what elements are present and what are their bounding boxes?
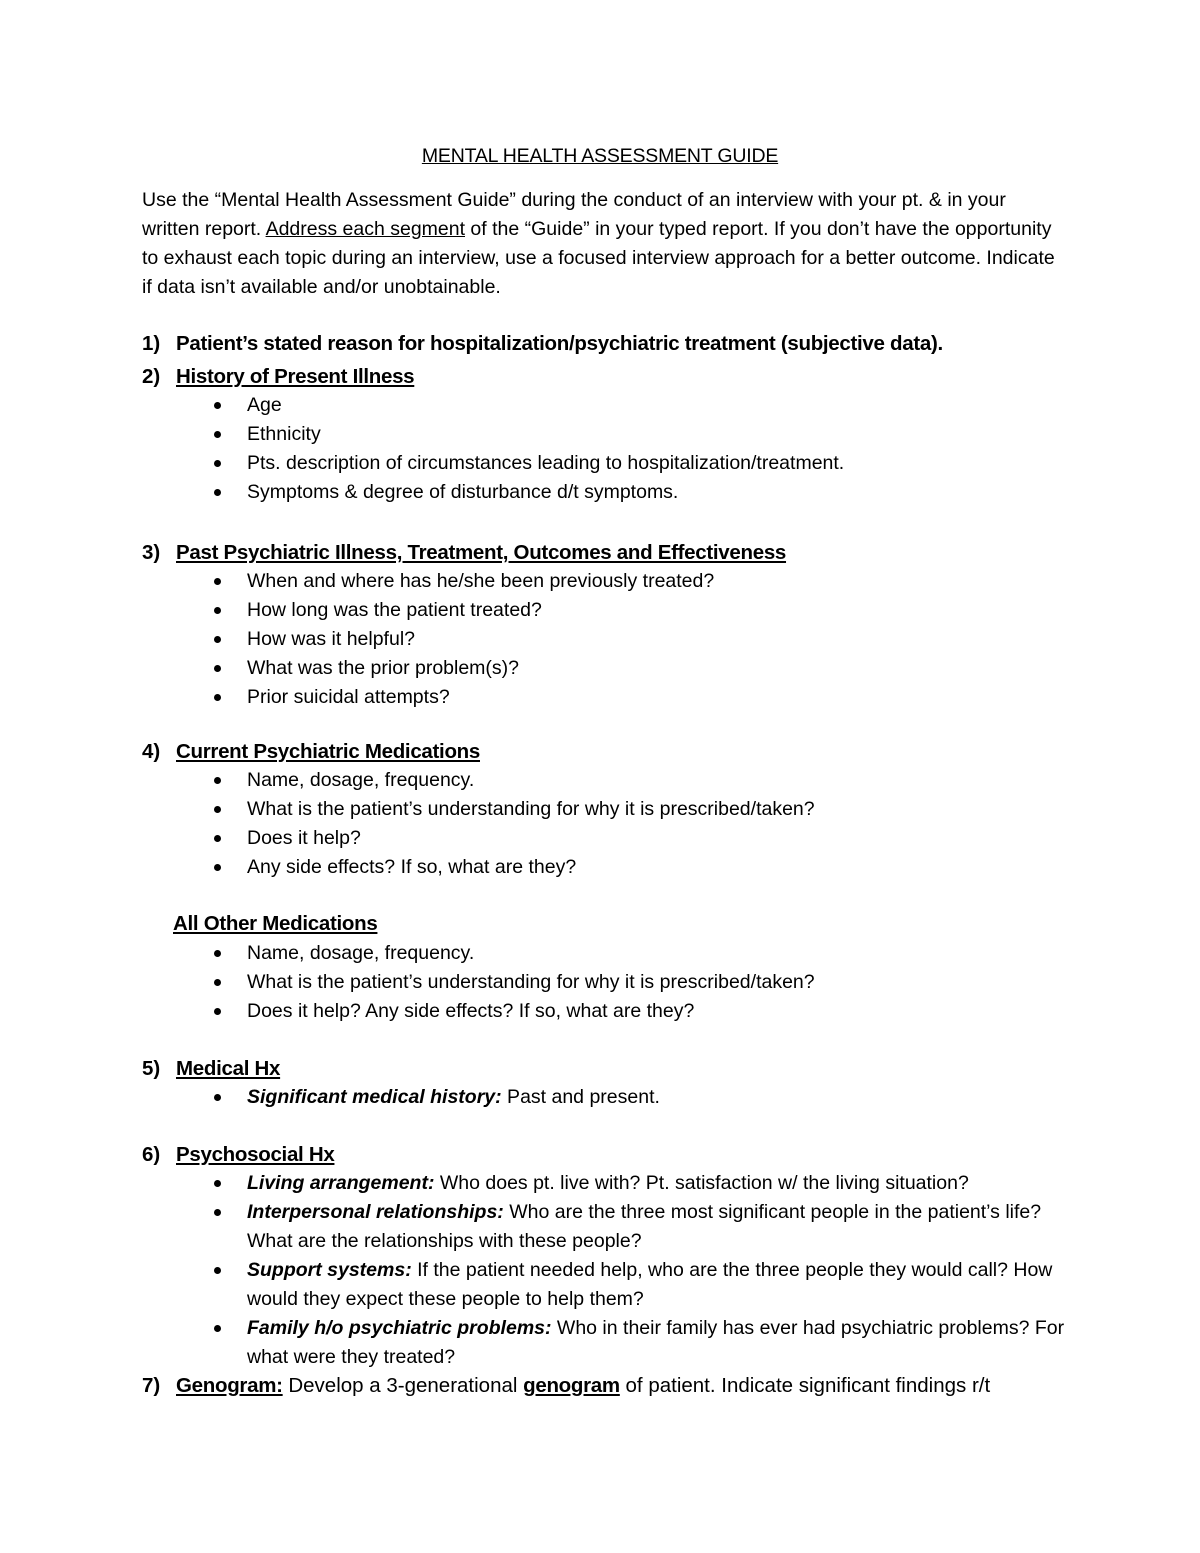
bullet-icon: [214, 694, 221, 701]
list-item: [210, 683, 1070, 712]
bullet-icon: [214, 979, 221, 986]
list-item: [210, 968, 1070, 997]
list-item: [210, 567, 1070, 596]
bullet-icon: [214, 1180, 221, 1187]
list-item: [210, 939, 1070, 968]
list-item-text: Name, dosage, frequency.: [247, 769, 475, 791]
intro-underlined-text: Address each segment: [265, 218, 466, 240]
section-title: History of Present Illness: [176, 365, 415, 388]
section-5-heading: [142, 1054, 1122, 1083]
bullet-icon: [214, 1008, 221, 1015]
section-2-list: [210, 391, 1070, 507]
section-1-heading: [142, 329, 1122, 358]
list-item: [210, 654, 1070, 683]
list-item-text: What is the patient’s understanding for why it is prescribed/taken?: [247, 971, 815, 993]
bullet-icon: [214, 636, 221, 643]
list-item-text: Prior suicidal attempts?: [247, 686, 450, 708]
list-item-text: Who are the three most significant people in the patient’s life? What are the relationships with these people?: [247, 1201, 1042, 1252]
bullet-icon: [214, 402, 221, 409]
list-item: [210, 420, 1070, 449]
section-text: Develop a 3-generational: [282, 1374, 524, 1397]
list-item-text: Does it help?: [247, 827, 361, 849]
list-item-text: Who does pt. live with? Pt. satisfaction w/ the living situation?: [434, 1172, 969, 1194]
section-number: 4): [142, 740, 161, 763]
list-item: [210, 1314, 1070, 1372]
list-item: [210, 1256, 1070, 1314]
intro-text: Use the “Mental Health Assessment Guide” during the conduct of an interview with your pt. & in your written report.: [142, 189, 1006, 240]
intro-paragraph: [142, 186, 1062, 302]
section-6-heading: [142, 1140, 1122, 1169]
list-item-text: How long was the patient treated?: [247, 599, 542, 621]
item-label: Significant medical history:: [247, 1086, 502, 1108]
section-number: 3): [142, 541, 161, 564]
list-item: [210, 824, 1070, 853]
list-item: [210, 997, 1070, 1026]
section-title: Medical Hx: [176, 1057, 281, 1080]
section-title: Past Psychiatric Illness, Treatment, Outcomes and Effectiveness: [176, 541, 787, 564]
section-title: Psychosocial Hx: [176, 1143, 335, 1166]
list-item-text: Ethnicity: [247, 423, 321, 445]
section-6-list: [210, 1169, 1070, 1372]
section-title: Genogram:: [176, 1374, 283, 1397]
item-label: Interpersonal relationships:: [247, 1201, 504, 1223]
list-item: [210, 596, 1070, 625]
list-item-text: What was the prior problem(s)?: [247, 657, 520, 679]
bullet-icon: [214, 950, 221, 957]
bullet-icon: [214, 1325, 221, 1332]
list-item-text: Pts. description of circumstances leading to hospitalization/treatment.: [247, 452, 845, 474]
bullet-icon: [214, 431, 221, 438]
section-text-continued: of patient. Indicate significant findings r/t: [619, 1374, 991, 1397]
item-label: Support systems:: [247, 1259, 412, 1281]
bullet-icon: [214, 864, 221, 871]
section-5-list: [210, 1083, 1070, 1112]
page-title: MENTAL HEALTH ASSESSMENT GUIDE: [421, 145, 779, 167]
section-7-heading: [142, 1371, 1122, 1400]
bullet-icon: [214, 460, 221, 467]
section-2-heading: [142, 362, 1122, 391]
list-item-text: Who in their family has ever had psychiatric problems? For what were they treated?: [247, 1317, 1065, 1368]
other-medications-list: [210, 939, 1070, 1026]
item-label: Family h/o psychiatric problems:: [247, 1317, 552, 1339]
bullet-icon: [214, 1209, 221, 1216]
bullet-icon: [214, 1267, 221, 1274]
list-item-text: Symptoms & degree of disturbance d/t symptoms.: [247, 481, 679, 503]
list-item-text: Past and present.: [501, 1086, 660, 1108]
list-item-text: How was it helpful?: [247, 628, 415, 650]
list-item-text: When and where has he/she been previously treated?: [247, 570, 715, 592]
section-3-list: [210, 567, 1070, 712]
bullet-icon: [214, 835, 221, 842]
list-item: [210, 853, 1070, 882]
section-title: Current Psychiatric Medications: [176, 740, 480, 763]
section-3-heading: [142, 538, 1122, 567]
genogram-keyword: genogram: [523, 1374, 620, 1397]
bullet-icon: [214, 777, 221, 784]
section-title: Patient’s stated reason for hospitalization/psychiatric treatment (subjective data).: [176, 332, 943, 355]
item-label: Living arrangement:: [247, 1172, 435, 1194]
list-item-text: Name, dosage, frequency.: [247, 942, 475, 964]
list-item: [210, 449, 1070, 478]
bullet-icon: [214, 489, 221, 496]
bullet-icon: [214, 578, 221, 585]
list-item-text: Age: [247, 394, 282, 416]
list-item: [210, 625, 1070, 654]
list-item: [210, 1198, 1070, 1256]
bullet-icon: [214, 665, 221, 672]
list-item: [210, 766, 1070, 795]
section-number: 2): [142, 365, 161, 388]
section-number: 7): [142, 1374, 161, 1397]
list-item-text: If the patient needed help, who are the three people they would call? How would they expect these people to help them?: [247, 1259, 1053, 1310]
section-number: 5): [142, 1057, 161, 1080]
list-item-text: Any side effects? If so, what are they?: [247, 856, 577, 878]
intro-text-continued: of the “Guide” in your typed report. If you don’t have the opportunity to exhaust each topic during an interview, use a focused interview approach for a better outcome. Indicate if data isn’t available and/or unobtainable.: [142, 218, 1055, 298]
list-item: [210, 1169, 1070, 1198]
section-number: 1): [142, 332, 161, 355]
bullet-icon: [214, 1094, 221, 1101]
bullet-icon: [214, 607, 221, 614]
section-number: 6): [142, 1143, 161, 1166]
section-4-list: [210, 766, 1070, 882]
list-item: [210, 391, 1070, 420]
bullet-icon: [214, 806, 221, 813]
list-item-text: What is the patient’s understanding for why it is prescribed/taken?: [247, 798, 815, 820]
subsection-title: All Other Medications: [173, 912, 378, 935]
list-item: [210, 795, 1070, 824]
list-item: [210, 478, 1070, 507]
list-item-text: Does it help? Any side effects? If so, what are they?: [247, 1000, 695, 1022]
list-item: [210, 1083, 1070, 1112]
section-4-heading: [142, 737, 1122, 766]
